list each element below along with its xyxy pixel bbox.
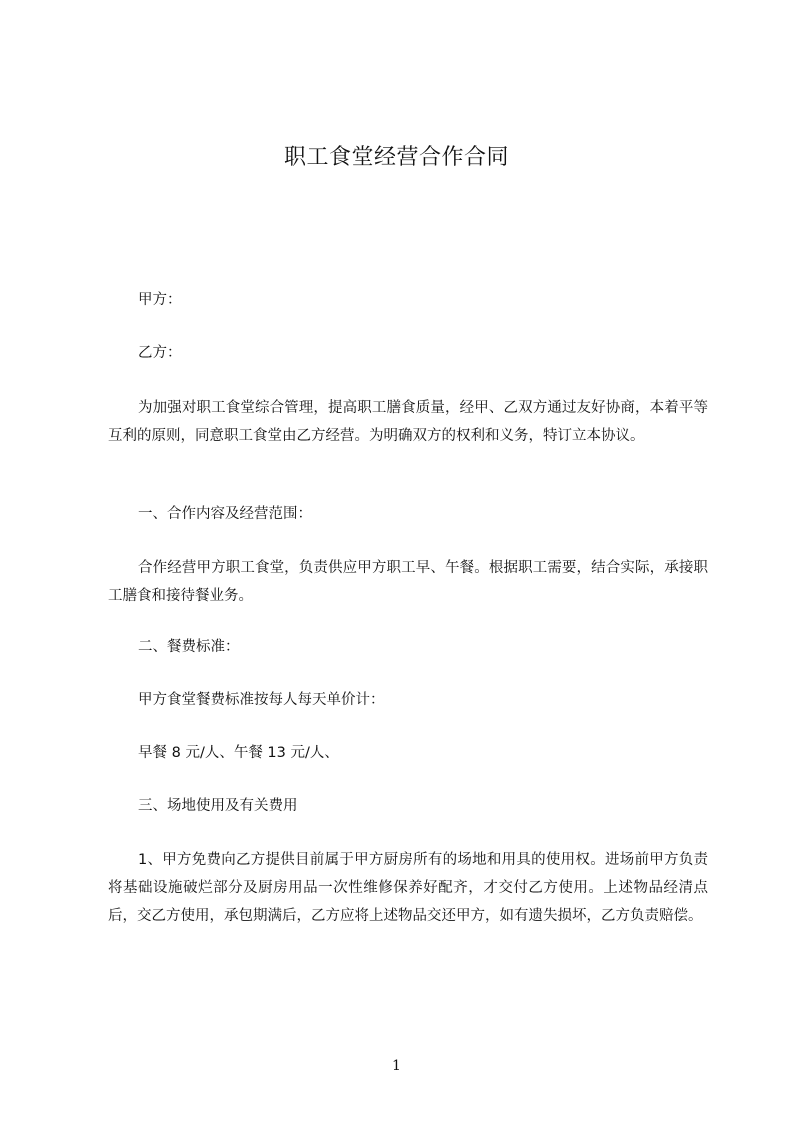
- intro-paragraph: 为加强对职工食堂综合管理，提高职工膳食质量，经甲、乙双方通过友好协商，本着平等互利的原则，同意职工食堂由乙方经营。为明确双方的权利和义务，特订立本协议。: [108, 400, 708, 444]
- party-a-label: 甲方：: [138, 292, 182, 308]
- party-b-label: 乙方：: [138, 345, 182, 361]
- section-1-body: 合作经营甲方职工食堂，负责供应甲方职工早、午餐。根据职工需要，结合实际，承接职工膳食和接待餐业务。: [108, 560, 708, 604]
- section-3-heading: 三、场地使用及有关费用: [138, 798, 298, 814]
- section-2-prices: 早餐 8 元/人、午餐 13 元/人、: [138, 745, 339, 761]
- section-3-item-1: 1、甲方免费向乙方提供目前属于甲方厨房所有的场地和用具的使用权。进场前甲方负责将基础设施破烂部分及厨房用品一次性维修保养好配齐，才交付乙方使用。上述物品经清点后，交乙方使用，承包期满后，乙方应将上述物品交还甲方，如有遗失损坏，乙方负责赔偿。: [108, 852, 708, 924]
- section-1-heading: 一、合作内容及经营范围：: [138, 506, 312, 522]
- document-title: 职工食堂经营合作合同: [283, 145, 509, 170]
- section-2-price-intro: 甲方食堂餐费标准按每人每天单价计：: [138, 692, 385, 708]
- page-number: 1: [392, 1058, 401, 1074]
- section-2-heading: 二、餐费标准：: [138, 639, 240, 655]
